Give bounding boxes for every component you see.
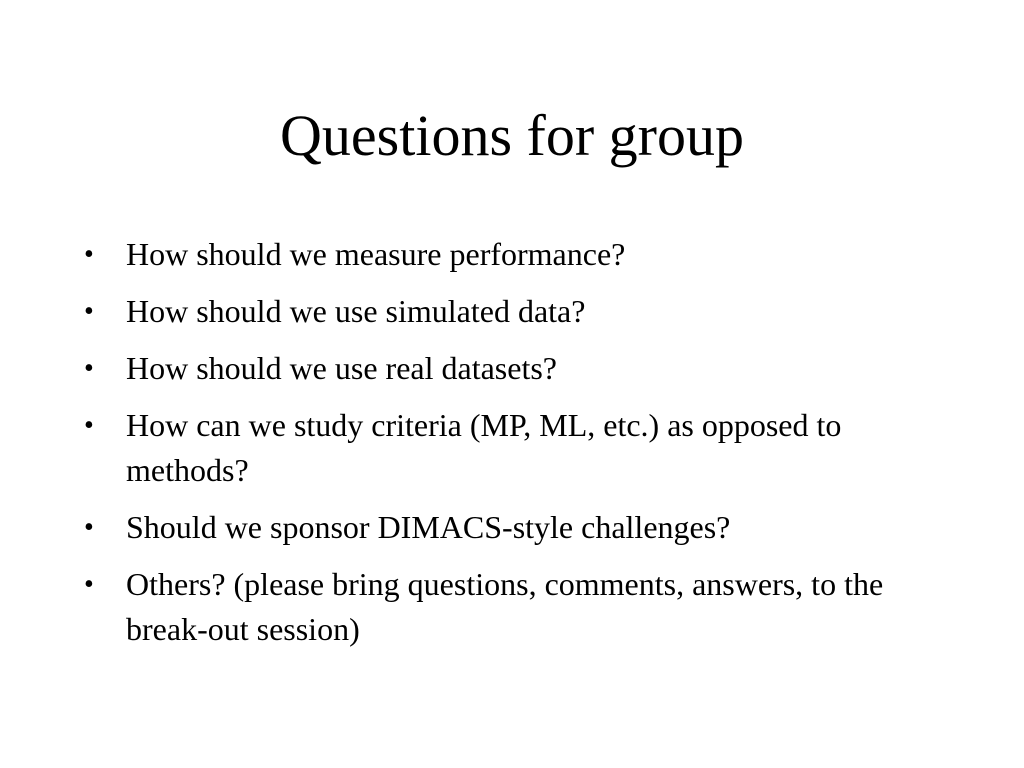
bullet-icon: •: [84, 239, 94, 270]
bullet-text: How can we study criteria (MP, ML, etc.) as opposed to methods?: [126, 407, 842, 488]
bullet-item: [84, 232, 884, 277]
bullet-icon: •: [84, 296, 94, 327]
bullet-item: [84, 346, 884, 391]
slide-title: Questions for group: [280, 103, 744, 168]
bullet-icon: •: [84, 569, 94, 600]
bullet-icon: •: [84, 353, 94, 384]
bullet-text: How should we measure performance?: [126, 236, 626, 272]
bullet-text: Others? (please bring questions, comments, answers, to the break-out session): [126, 566, 884, 647]
bullet-item: [84, 562, 884, 652]
bullet-text: Should we sponsor DIMACS-style challenges?: [126, 509, 731, 545]
bullet-text: How should we use real datasets?: [126, 350, 557, 386]
bullet-item: [84, 505, 884, 550]
bullet-icon: •: [84, 410, 94, 441]
bullet-item: [84, 403, 884, 493]
bullet-item: [84, 289, 884, 334]
bullet-list: [84, 232, 884, 664]
bullet-icon: •: [84, 512, 94, 543]
bullet-text: How should we use simulated data?: [126, 293, 586, 329]
